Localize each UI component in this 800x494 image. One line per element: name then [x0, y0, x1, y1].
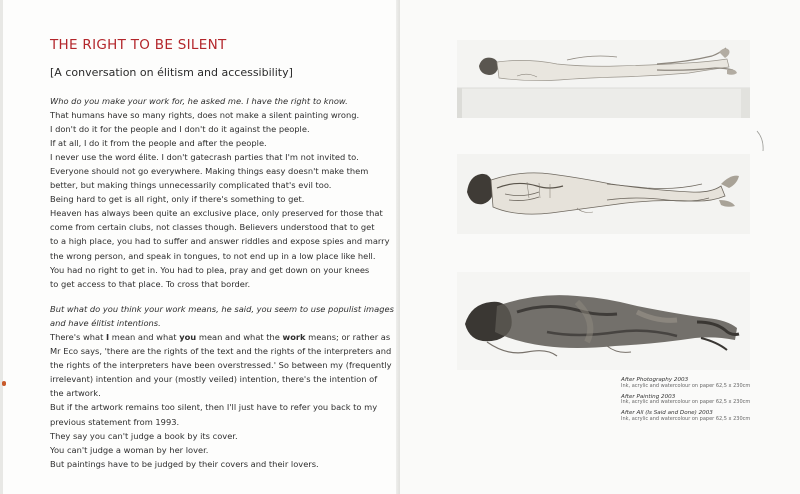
painting-captions: [621, 378, 771, 428]
emphasis-i: I: [106, 332, 110, 343]
body-line: You can't judge a woman by her lover.: [50, 444, 209, 455]
question-line: Who do you make your work for, he asked me. I have the right to know.: [50, 96, 348, 106]
caption-after-photography: [621, 378, 771, 389]
caption-after-all: [621, 411, 771, 422]
body-line: If at all, I do it from the people and after the people.: [50, 138, 267, 149]
body-line: Heaven has always been quite an exclusive place, only preserved for those that: [50, 208, 383, 219]
answer-line: [50, 330, 390, 344]
caption-title: After All (Is Said and Done) 2003: [621, 410, 713, 417]
painting-after-painting: [457, 154, 750, 234]
body-line: come from certain clubs, not classes though. Believers understood that to get: [50, 222, 375, 233]
page-edge-mark: [2, 381, 6, 386]
left-page: [0, 0, 398, 494]
article-subtitle: [A conversation on élitism and accessibility]: [50, 66, 293, 79]
article-title: THE RIGHT TO BE SILENT: [50, 37, 227, 53]
body-line: You had no right to get in. You had to plea, pray and get down on your knees: [50, 264, 370, 275]
answer-text: mean and what: [109, 332, 180, 343]
body-line: I don't do it for the people and I don't do it against the people.: [50, 124, 310, 135]
article-body: [50, 94, 394, 471]
body-line: But if the artwork remains too silent, then I'll just have to refer you back to my: [50, 402, 378, 413]
emphasis-you: you: [179, 332, 197, 343]
answer-text: There's what: [50, 332, 107, 343]
body-line: They say you can't judge a book by its cover.: [50, 430, 238, 441]
painting-after-all: [457, 272, 750, 370]
body-line: Being hard to get is all right, only if there's something to get.: [50, 194, 305, 205]
body-line: Mr Eco says, 'there are the rights of the text and the rights of the interpreters and: [50, 346, 392, 357]
page-edge-curve-mark: [755, 130, 765, 152]
body-line: the rights of the interpreters have been overstressed.' So between my (frequently: [50, 360, 392, 371]
painting-after-photography: [457, 40, 750, 118]
answer-text: means; or rather as: [305, 332, 391, 343]
body-line: better, but making things unnecessarily complicated that's evil too.: [50, 180, 332, 191]
caption-medium: Ink, acrylic and watercolour on paper 62,5 x 230cm: [621, 399, 751, 406]
question-line: But what do you think your work means, he said, you seem to use populist images: [50, 304, 394, 315]
body-line: But paintings have to be judged by their covers and their lovers.: [50, 458, 319, 469]
caption-title: After Photography 2003: [621, 377, 689, 383]
caption-medium: Ink, acrylic and watercolour on paper 62,5 x 230cm: [621, 382, 751, 389]
body-line: to a high place, you had to suffer and answer riddles and expose spies and marry: [50, 236, 390, 247]
body-line: Everyone should not go everywhere. Making things easy doesn't make them: [50, 166, 369, 177]
body-line: irrelevant) intention and your (mostly veiled) intention, there's the intention of: [50, 374, 378, 385]
caption-medium: Ink, acrylic and watercolour on paper 62,5 x 230cm: [621, 415, 751, 422]
body-line: previous statement from 1993.: [50, 416, 180, 427]
body-line: I never use the word élite. I don't gatecrash parties that I'm not invited to.: [50, 152, 359, 163]
body-line: the wrong person, and speak in tongues, to not end up in a low place like hell.: [50, 250, 376, 261]
page-edge: [0, 0, 3, 494]
caption-title: After Painting 2003: [621, 393, 676, 400]
body-line: the artwork.: [50, 388, 101, 399]
answer-text: mean and what the: [196, 332, 283, 343]
body-line: to get access to that place. To cross that border.: [50, 278, 251, 289]
emphasis-work: work: [282, 332, 306, 343]
caption-after-painting: [621, 395, 771, 406]
paragraph-gap: [50, 291, 390, 303]
question-line: and have élitist intentions.: [50, 318, 161, 329]
body-line: That humans have so many rights, does not make a silent painting wrong.: [50, 110, 360, 121]
